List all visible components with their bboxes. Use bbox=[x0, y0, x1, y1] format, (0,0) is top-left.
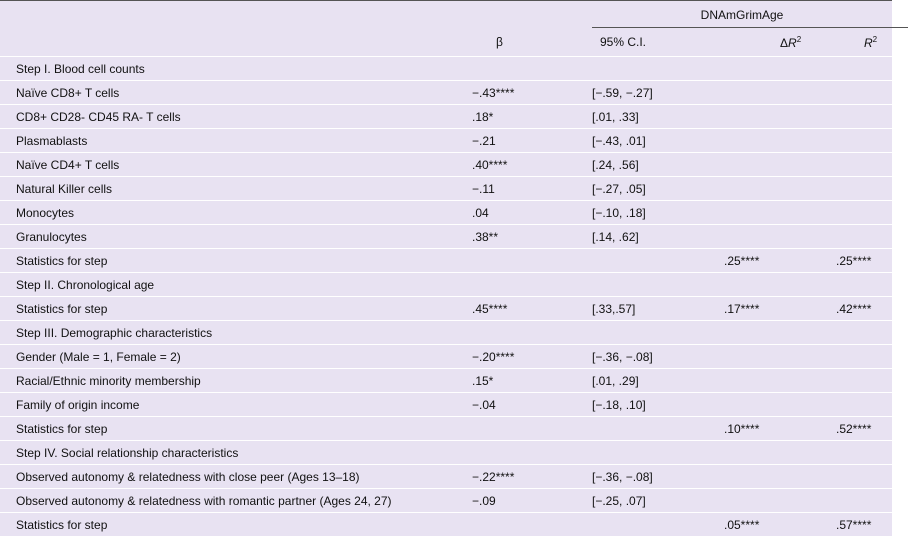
cell-beta bbox=[472, 417, 592, 441]
cell-beta: .04 bbox=[472, 201, 592, 225]
cell-r2 bbox=[796, 153, 892, 177]
row-label: Naïve CD4+ T cells bbox=[0, 153, 472, 177]
table-row bbox=[0, 177, 892, 201]
cell-beta: .15* bbox=[472, 369, 592, 393]
table-row bbox=[0, 369, 892, 393]
header-row-columns bbox=[0, 28, 892, 57]
cell-beta: −.21 bbox=[472, 129, 592, 153]
cell-r2 bbox=[796, 177, 892, 201]
cell-beta: .40**** bbox=[472, 153, 592, 177]
header-blank bbox=[472, 1, 592, 29]
header-blank bbox=[0, 1, 472, 29]
table-row bbox=[0, 105, 892, 129]
cell-ci: [−.36, −.08] bbox=[592, 465, 664, 489]
col-header-r2 bbox=[796, 28, 892, 57]
cell-r2 bbox=[796, 489, 892, 513]
table-row bbox=[0, 321, 892, 345]
row-label: Monocytes bbox=[0, 201, 472, 225]
cell-ci bbox=[592, 57, 664, 81]
row-label: Statistics for step bbox=[0, 417, 472, 441]
cell-ci: [−.10, .18] bbox=[592, 201, 664, 225]
cell-ci: [−.43, .01] bbox=[592, 129, 664, 153]
cell-r2 bbox=[796, 105, 892, 129]
cell-delta-r2 bbox=[664, 225, 796, 249]
cell-ci: [.24, .56] bbox=[592, 153, 664, 177]
row-label: Step III. Demographic characteristics bbox=[0, 321, 472, 345]
table-row bbox=[0, 489, 892, 513]
row-label: Statistics for step bbox=[0, 297, 472, 321]
cell-beta: −.11 bbox=[472, 177, 592, 201]
cell-delta-r2: .05**** bbox=[664, 513, 796, 537]
cell-beta: −.09 bbox=[472, 489, 592, 513]
r-symbol: R bbox=[788, 35, 797, 50]
row-label: Granulocytes bbox=[0, 225, 472, 249]
table-row bbox=[0, 441, 892, 465]
cell-beta bbox=[472, 441, 592, 465]
cell-beta bbox=[472, 273, 592, 297]
table-row bbox=[0, 297, 892, 321]
cell-delta-r2 bbox=[664, 177, 796, 201]
table-row bbox=[0, 201, 892, 225]
row-label: Natural Killer cells bbox=[0, 177, 472, 201]
row-label: Statistics for step bbox=[0, 513, 472, 537]
cell-r2 bbox=[796, 441, 892, 465]
cell-r2 bbox=[796, 369, 892, 393]
cell-delta-r2 bbox=[664, 465, 796, 489]
cell-r2 bbox=[796, 57, 892, 81]
table-row bbox=[0, 249, 892, 273]
cell-ci: [.01, .29] bbox=[592, 369, 664, 393]
cell-r2 bbox=[796, 321, 892, 345]
cell-r2: .57**** bbox=[796, 513, 892, 537]
cell-beta bbox=[472, 513, 592, 537]
cell-delta-r2 bbox=[664, 153, 796, 177]
row-label: Step II. Chronological age bbox=[0, 273, 472, 297]
table-row bbox=[0, 273, 892, 297]
table-row bbox=[0, 417, 892, 441]
cell-r2 bbox=[796, 393, 892, 417]
cell-beta: −.43**** bbox=[472, 81, 592, 105]
table-row bbox=[0, 345, 892, 369]
table-row bbox=[0, 57, 892, 81]
cell-delta-r2 bbox=[664, 369, 796, 393]
row-label: Step I. Blood cell counts bbox=[0, 57, 472, 81]
group-header: DNAmGrimAge bbox=[700, 7, 784, 22]
group-header-cell bbox=[592, 1, 892, 29]
cell-beta: .45**** bbox=[472, 297, 592, 321]
table-row bbox=[0, 129, 892, 153]
cell-delta-r2 bbox=[664, 321, 796, 345]
cell-r2 bbox=[796, 81, 892, 105]
cell-delta-r2 bbox=[664, 105, 796, 129]
cell-delta-r2 bbox=[664, 393, 796, 417]
header-row-group bbox=[0, 1, 892, 29]
cell-ci: [−.18, .10] bbox=[592, 393, 664, 417]
cell-ci bbox=[592, 513, 664, 537]
row-label: Observed autonomy & relatedness with romantic partner (Ages 24, 27) bbox=[0, 489, 472, 513]
cell-ci: [−.27, .05] bbox=[592, 177, 664, 201]
superscript-2: 2 bbox=[872, 34, 878, 44]
cell-beta bbox=[472, 321, 592, 345]
cell-delta-r2 bbox=[664, 345, 796, 369]
cell-r2: .52**** bbox=[796, 417, 892, 441]
row-label: CD8+ CD28- CD45 RA- T cells bbox=[0, 105, 472, 129]
row-label: Racial/Ethnic minority membership bbox=[0, 369, 472, 393]
cell-beta: −.22**** bbox=[472, 465, 592, 489]
superscript-2: 2 bbox=[796, 34, 802, 44]
cell-delta-r2 bbox=[664, 57, 796, 81]
row-label: Step IV. Social relationship characteristics bbox=[0, 441, 472, 465]
cell-r2 bbox=[796, 129, 892, 153]
cell-beta bbox=[472, 249, 592, 273]
row-label: Family of origin income bbox=[0, 393, 472, 417]
table-row bbox=[0, 153, 892, 177]
table-row bbox=[0, 81, 892, 105]
cell-delta-r2 bbox=[664, 129, 796, 153]
cell-beta: .18* bbox=[472, 105, 592, 129]
cell-r2 bbox=[796, 345, 892, 369]
cell-ci: [−.25, .07] bbox=[592, 489, 664, 513]
cell-ci bbox=[592, 417, 664, 441]
r-symbol: R bbox=[864, 35, 873, 50]
table-row bbox=[0, 393, 892, 417]
cell-ci: [−.59, −.27] bbox=[592, 81, 664, 105]
cell-r2 bbox=[796, 273, 892, 297]
cell-delta-r2 bbox=[664, 81, 796, 105]
cell-r2 bbox=[796, 225, 892, 249]
cell-ci bbox=[592, 441, 664, 465]
cell-ci bbox=[592, 249, 664, 273]
cell-delta-r2: .17**** bbox=[664, 297, 796, 321]
cell-ci bbox=[592, 321, 664, 345]
delta-symbol: Δ bbox=[780, 35, 789, 50]
cell-ci: [−.36, −.08] bbox=[592, 345, 664, 369]
row-label: Gender (Male = 1, Female = 2) bbox=[0, 345, 472, 369]
cell-ci: [.01, .33] bbox=[592, 105, 664, 129]
table-row bbox=[0, 225, 892, 249]
cell-r2 bbox=[796, 201, 892, 225]
header-blank bbox=[0, 28, 472, 57]
cell-delta-r2 bbox=[664, 201, 796, 225]
table-row bbox=[0, 465, 892, 489]
table-row bbox=[0, 513, 892, 537]
cell-r2: .25**** bbox=[796, 249, 892, 273]
cell-delta-r2: .25**** bbox=[664, 249, 796, 273]
cell-delta-r2 bbox=[664, 441, 796, 465]
cell-ci bbox=[592, 273, 664, 297]
cell-delta-r2 bbox=[664, 273, 796, 297]
cell-beta: −.04 bbox=[472, 393, 592, 417]
row-label: Naïve CD8+ T cells bbox=[0, 81, 472, 105]
cell-beta bbox=[472, 57, 592, 81]
row-label: Plasmablasts bbox=[0, 129, 472, 153]
col-header-ci: 95% C.I. bbox=[592, 28, 664, 57]
cell-r2 bbox=[796, 465, 892, 489]
cell-beta: −.20**** bbox=[472, 345, 592, 369]
cell-beta: .38** bbox=[472, 225, 592, 249]
cell-r2: .42**** bbox=[796, 297, 892, 321]
cell-delta-r2 bbox=[664, 489, 796, 513]
cell-delta-r2: .10**** bbox=[664, 417, 796, 441]
col-header-beta: β bbox=[472, 28, 592, 57]
group-underline bbox=[592, 27, 908, 28]
col-header-delta-r2 bbox=[664, 28, 802, 57]
row-label: Statistics for step bbox=[0, 249, 472, 273]
cell-ci: [.33,.57] bbox=[592, 297, 664, 321]
cell-ci: [.14, .62] bbox=[592, 225, 664, 249]
row-label: Observed autonomy & relatedness with close peer (Ages 13–18) bbox=[0, 465, 472, 489]
